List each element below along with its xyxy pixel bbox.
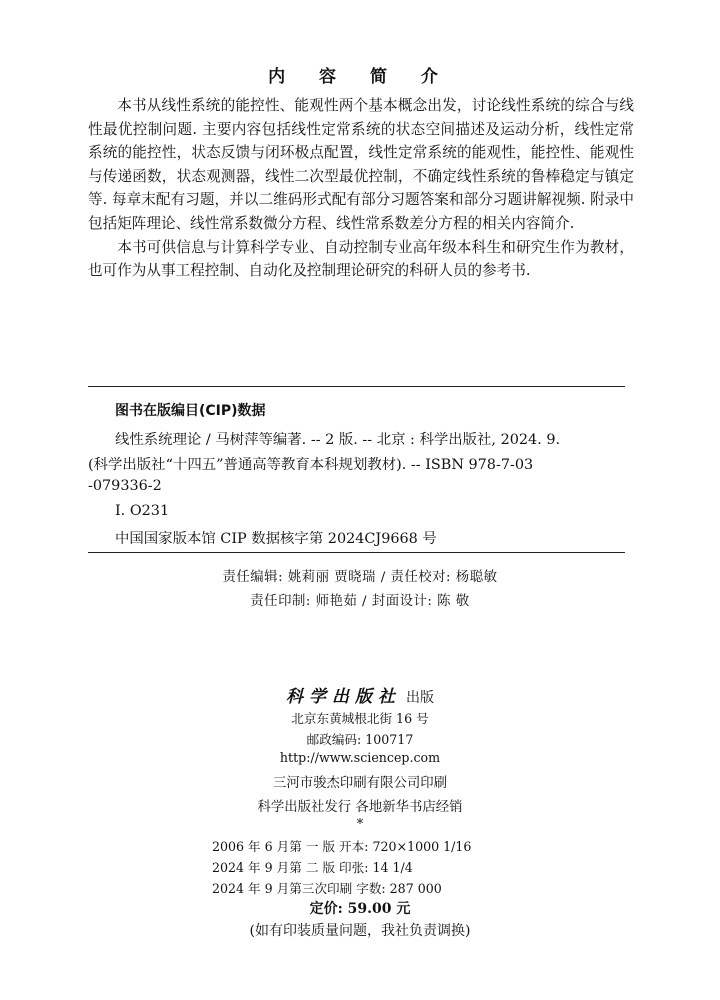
cip-line-3: -079336-2 (88, 478, 162, 494)
edition-line-2: 2024 年 9 月第 二 版 印张: 14 1/4 (212, 860, 413, 875)
intro-text (88, 94, 634, 283)
credits-line-2: 责任印制: 师艳茹 / 封面设计: 陈 敬 (250, 594, 470, 609)
publisher-name (0, 682, 720, 707)
publisher-name-tail: 出版 (406, 690, 435, 706)
cip-line-5: 中国国家版本馆 CIP 数据核字第 2024CJ9668 号 (115, 531, 437, 547)
page-title: 内 容 简 介 (268, 67, 452, 87)
distribution: 科学出版社发行 各地新华书店经销 (257, 800, 463, 815)
price: 定价: 59.00 元 (309, 901, 411, 917)
publisher-address: 北京东黄城根北街 16 号 (291, 711, 429, 726)
cip-heading: 图书在版编目(CIP)数据 (115, 403, 266, 419)
printer: 三河市骏杰印刷有限公司印刷 (272, 776, 448, 791)
cip-line-2: (科学出版社“十四五”普通高等教育本科规划教材). -- ISBN 978-7-03 (88, 457, 534, 473)
intro-paragraph-2: 本书可供信息与计算科学专业、自动控制专业高年级本科生和研究生作为教材，也可作为从事工程控制、自动化及控制理论研究的科研人员的参考书. (88, 238, 634, 280)
cip-line-4: Ⅰ. O231 (115, 503, 170, 519)
cip-line-1: 线性系统理论 / 马树萍等编著. -- 2 版. -- 北京 : 科学出版社, 2024. 9. (115, 432, 561, 448)
publisher-logo-text: 科学出版社 (285, 687, 401, 707)
divider-top (88, 386, 625, 387)
credits-line-1: 责任编辑: 姚莉丽 贾晓瑞 / 责任校对: 杨聪敏 (222, 570, 498, 585)
edition-line-1: 2006 年 6 月第 一 版 开本: 720×1000 1/16 (212, 839, 472, 854)
edition-line-3: 2024 年 9 月第三次印刷 字数: 287 000 (212, 881, 442, 896)
intro-paragraph-1: 本书从线性系统的能控性、能观性两个基本概念出发，讨论线性系统的综合与线性最优控制问题. 主要内容包括线性定常系统的状态空间描述及运动分析，线性定常系统的能控性，状态反馈与闭环极点配置，线性定常系统的能观性，能控性、能观性与传递函数，状态观测器，线性二次型最优控制，不确定线性系统的鲁棒稳定与镇定等. 每章末配有习题，并以二维码形式配有部分习题答案和部分习题讲解视频. 附录中包括矩阵理论、线性常系数微分方程、线性常系数差分方程的相关内容简介. (88, 97, 634, 232)
separator-star: * (356, 817, 364, 832)
publisher-postcode: 邮政编码: 100717 (306, 732, 414, 747)
publisher-website: http://www.sciencep.com (279, 750, 441, 765)
divider-bottom (88, 552, 625, 553)
quality-note: (如有印装质量问题，我社负责调换) (249, 923, 471, 939)
